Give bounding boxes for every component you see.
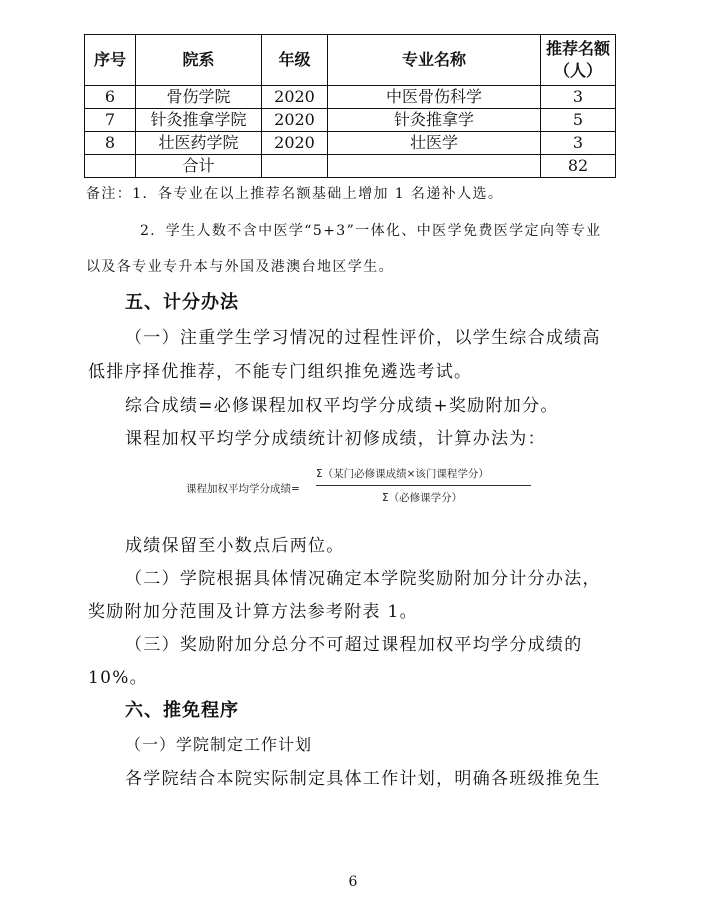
cell-college: 壮医药学院: [136, 132, 262, 155]
paragraph-line: 综合成绩=必修课程加权平均学分成绩+奖励附加分。: [125, 396, 559, 416]
cell-grade: 2020: [262, 86, 328, 109]
section-6-heading: 六、推免程序: [125, 700, 239, 721]
quota-table: [84, 34, 616, 178]
note-line-2: 2．学生人数不含中医学“5+3”一体化、中医学免费医学定向等专业: [140, 223, 602, 239]
table-total-row: [85, 155, 616, 178]
section-5-heading: 五、计分办法: [125, 292, 239, 313]
cell-quota: 3: [541, 86, 616, 109]
cell-empty: [85, 155, 136, 178]
paragraph-line: 10%。: [88, 668, 148, 688]
paragraph-line: 课程加权平均学分成绩统计初修成绩，计算办法为：: [125, 429, 546, 449]
paragraph-line: （二）学院根据具体情况确定本学院奖励附加分计分办法，: [125, 569, 601, 589]
note-line-1: 备注：1．各专业在以上推荐名额基础上增加 1 名递补人选。: [86, 186, 504, 202]
table-header-row: [85, 35, 616, 86]
fraction-bar: [316, 485, 531, 486]
table-row: [85, 132, 616, 155]
cell-college: 骨伤学院: [136, 86, 262, 109]
cell-grade: 2020: [262, 109, 328, 132]
cell-quota: 5: [541, 109, 616, 132]
header-index: 序号: [85, 35, 136, 86]
cell-quota: 3: [541, 132, 616, 155]
header-grade: 年级: [262, 35, 328, 86]
cell-empty: [328, 155, 541, 178]
cell-empty: [262, 155, 328, 178]
formula-denominator: Σ（必修课学分）: [382, 492, 463, 504]
formula-numerator: Σ（某门必修课成绩×该门课程学分）: [316, 468, 489, 480]
note-line-3: 以及各专业专升本与外国及港澳台地区学生。: [86, 259, 394, 275]
table-row: [85, 109, 616, 132]
paragraph-line: （一）注重学生学习情况的过程性评价，以学生综合成绩高: [125, 328, 601, 348]
paragraph-line: 各学院结合本院实际制定具体工作计划，明确各班级推免生: [125, 769, 601, 789]
weighted-score-formula: [186, 466, 531, 510]
cell-major: 中医骨伤科学: [328, 86, 541, 109]
cell-index: 6: [85, 86, 136, 109]
paragraph-line: 低排序择优推荐，不能专门组织推免遴选考试。: [88, 362, 473, 382]
paragraph-line: 奖励附加分范围及计算方法参考附表 1。: [88, 602, 418, 622]
formula-lhs: 课程加权平均学分成绩=: [186, 483, 300, 495]
cell-major: 针灸推拿学: [328, 109, 541, 132]
page-number: 6: [348, 874, 358, 890]
total-label: 合计: [136, 155, 262, 178]
header-quota: 推荐名额（人）: [541, 35, 616, 86]
section-6-subheading: （一）学院制定工作计划: [125, 735, 313, 754]
paragraph-line: （三）奖励附加分总分不可超过课程加权平均学分成绩的: [125, 635, 583, 655]
table-row: [85, 86, 616, 109]
cell-college: 针灸推拿学院: [136, 109, 262, 132]
total-value: 82: [541, 155, 616, 178]
cell-index: 7: [85, 109, 136, 132]
cell-index: 8: [85, 132, 136, 155]
cell-major: 壮医学: [328, 132, 541, 155]
cell-grade: 2020: [262, 132, 328, 155]
header-college: 院系: [136, 35, 262, 86]
paragraph-line: 成绩保留至小数点后两位。: [125, 536, 345, 556]
header-major: 专业名称: [328, 35, 541, 86]
